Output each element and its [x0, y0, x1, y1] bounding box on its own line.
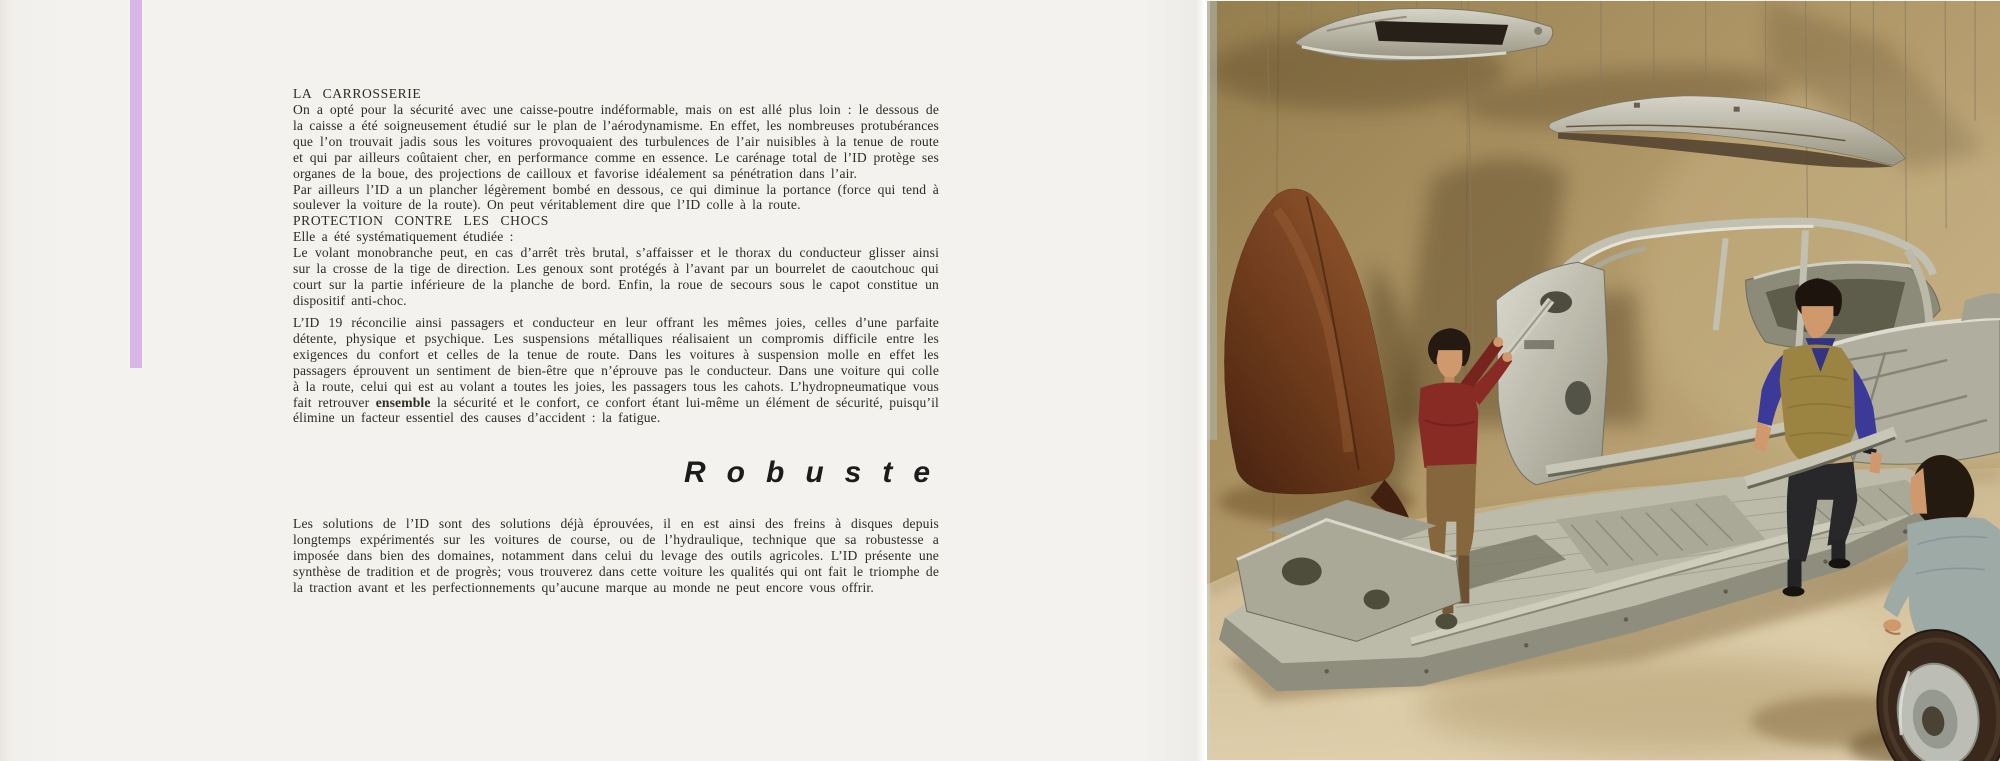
- accent-stripe: [130, 0, 142, 368]
- photo-page: [1205, 0, 2000, 761]
- paragraph-text: L’ID 19 réconcilie ainsi passagers et conducteur en leur offrant les mêmes joies, celles d’une parfaite détente, physique et psychique. Les suspensions métalliques réalisaient un compromis difficile entre les exigences du confort et celles de la tenue de route. Dans les voitures à suspension molle en effet les passagers éprouvent un sentiment de bien-être que n’éprouve pas le conducteur. Dans une voiture qui colle à la route, celui qui est au volant a toutes les joies, les passagers tous les cahots. L’hydropneumatique vous fait retrouver: [293, 314, 939, 410]
- photo-vignette: [1207, 1, 2000, 760]
- paragraph: Elle a été systématiquement étudiée :: [293, 229, 514, 245]
- paragraph: On a opté pour la sécurité avec une caisse-poutre indéformable, mais on est allé plus loin : le dessous de la caisse a été soigneusement étudié sur le plan de l’aérodynamisme. En effet, les nombreuses protubérances que l’on trouvait jadis sous les voitures provoquaient des turbulences de l’air nuisibles à la tenue de route et qui par ailleurs coûtaient cher, en performance comme en essence. Le carénage total de l’ID protège ses organes de la boue, des projections de cailloux et favorise idéalement sa pénétration dans l’air.: [293, 101, 939, 181]
- paragraph: Les solutions de l’ID sont des solutions déjà éprouvées, il en est ainsi des freins à disques depuis longtemps expérimentés sur les voitures de course, ou de l’hydraulique, technique que sa robustesse a imposée dans bien des domaines, notamment dans celui du levage des outils agricoles. L’ID présente une synthèse de tradition et de progrès; vous trouverez dans cette voiture les qualités qui ont fait le triomphe de la traction avant et les perfectionnements qu’aucune marque au monde ne peut encore vous offrir.: [293, 516, 939, 596]
- emphasis-word: ensemble: [375, 394, 431, 410]
- section-heading-carrosserie: LA CARROSSERIE: [293, 86, 422, 101]
- studio-photo: [1207, 0, 2000, 761]
- paragraph-text: la sécurité et le confort, ce confort étant lui-même un élément de sécurité, puisqu’il élimine un facteur essentiel des causes d’accident : la fatigue.: [293, 394, 939, 426]
- section-heading-protection: PROTECTION CONTRE LES CHOCS: [293, 213, 549, 229]
- article-text: [293, 86, 951, 596]
- paragraph: Par ailleurs l’ID a un plancher légèrement bombé en dessous, ce qui diminue la portance (force qui tend à soulever la voiture de la route). On peut véritablement dire que l’ID colle à la route.: [293, 181, 939, 213]
- paragraph: [293, 315, 939, 426]
- display-heading-robuste: Robuste: [684, 456, 951, 490]
- paragraph: Le volant monobranche peut, en cas d’arrêt très brutal, s’affaisser et le thorax du conducteur glisser ainsi sur la crosse de la tige de direction. Les genoux sont protégés à l’avant par un bourrelet de caoutchouc qui court sur la partie inférieure de la planche de bord. Enfin, la roue de secours sous le capot constitue un dispositif anti-choc.: [293, 245, 939, 308]
